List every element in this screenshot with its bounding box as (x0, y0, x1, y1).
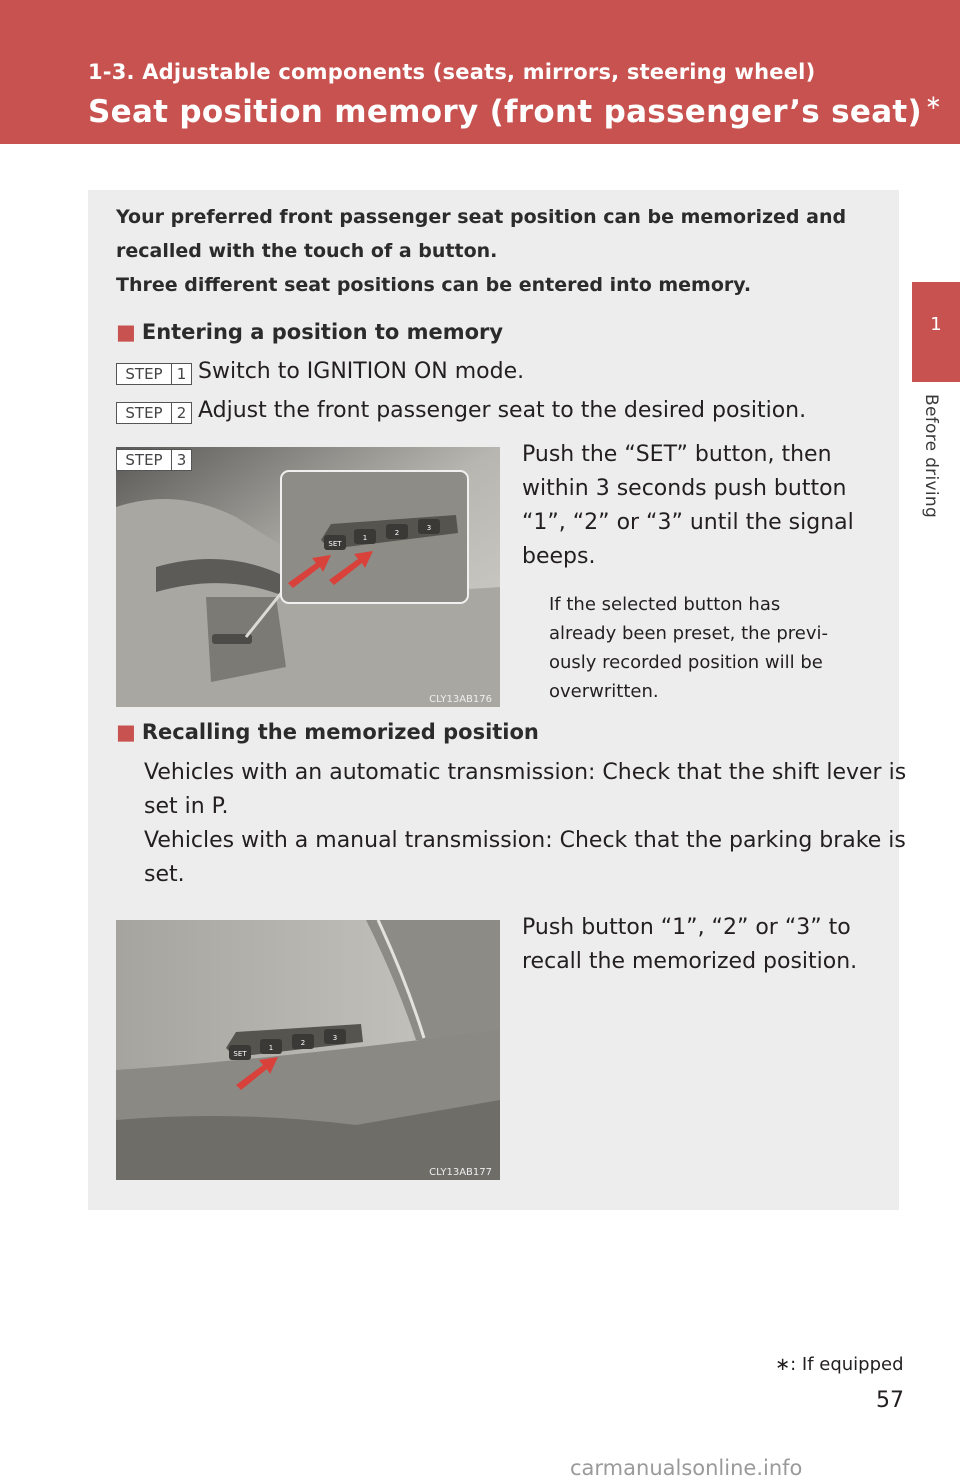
image-code: CLY13AB176 (429, 694, 492, 705)
set-button-label: SET (233, 1050, 247, 1058)
memory-button-2-label: 2 (394, 529, 400, 537)
note-line-3: ously recorded position will be (549, 652, 823, 673)
step-number: 3 (171, 449, 192, 471)
set-button-label: SET (328, 540, 342, 548)
chapter-label-text: Before driving (921, 394, 941, 519)
intro-line-1: Your preferred front passenger seat position can be memorized and (116, 206, 847, 228)
recall-line-2: set in P. (144, 794, 229, 819)
watermark: carmanualsonline.info (570, 1456, 803, 1480)
recall-push-line-1: Push button “1”, “2” or “3” to (522, 915, 851, 940)
step-word: STEP (116, 402, 172, 424)
if-equipped-mark: ∗ (925, 90, 943, 114)
bullet-square-icon: ■ (116, 720, 136, 744)
memory-button-1-label: 1 (362, 534, 368, 542)
intro-line-2: recalled with the touch of a button. (116, 240, 498, 262)
step-1-text: Switch to IGNITION ON mode. (198, 359, 525, 384)
step-number: 2 (171, 402, 192, 424)
step-word: STEP (116, 449, 172, 471)
footnote-mark: ∗ (775, 1354, 791, 1375)
page-title-text: Seat position memory (front passenger’s seat) (88, 94, 923, 130)
step-2-text: Adjust the front passenger seat to the desired position. (198, 398, 807, 423)
page-title (88, 90, 943, 130)
footnote-text: : If equipped (790, 1354, 904, 1375)
note-line-4: overwritten. (549, 681, 659, 702)
recalling-heading (116, 720, 539, 744)
step-badge-3 (116, 449, 192, 471)
door-panel-illustration (116, 447, 500, 707)
chapter-number: 1 (930, 314, 942, 335)
step-number: 1 (171, 363, 192, 385)
chapter-label (918, 394, 944, 534)
note-line-1: If the selected button has (549, 594, 781, 615)
note-line-2: already been preset, the previ- (549, 623, 829, 644)
step-badge-1 (116, 363, 192, 385)
recalling-heading-text: Recalling the memorized position (141, 720, 539, 744)
step-3-line-4: beeps. (522, 544, 596, 569)
step-3-line-2: within 3 seconds push button (522, 476, 847, 501)
door-panel-image-recall (116, 920, 500, 1180)
footnote (775, 1354, 904, 1375)
memory-button-3-label: 3 (426, 524, 432, 532)
bullet-square-icon: ■ (116, 320, 136, 344)
section-title: 1-3. Adjustable components (seats, mirrors, steering wheel) (88, 60, 816, 84)
door-panel-image-set (116, 447, 500, 707)
recall-line-4: set. (144, 862, 185, 887)
door-panel-illustration (116, 920, 500, 1180)
recall-line-3: Vehicles with a manual transmission: Check that the parking brake is (144, 828, 906, 853)
step-word: STEP (116, 363, 172, 385)
step-3-line-3: “1”, “2” or “3” until the signal (522, 510, 854, 535)
recall-push-line-2: recall the memorized position. (522, 949, 858, 974)
entering-heading-text: Entering a position to memory (141, 320, 504, 344)
page-number: 57 (876, 1388, 904, 1413)
entering-heading (116, 320, 503, 344)
chapter-tab (912, 282, 960, 382)
memory-button-3-label: 3 (332, 1034, 338, 1042)
recall-line-1: Vehicles with an automatic transmission: Check that the shift lever is (144, 760, 907, 785)
step-3-line-1: Push the “SET” button, then (522, 442, 832, 467)
memory-button-1-label: 1 (268, 1044, 274, 1052)
image-code: CLY13AB177 (429, 1167, 492, 1178)
step-badge-2 (116, 402, 192, 424)
memory-button-2-label: 2 (300, 1039, 306, 1047)
intro-line-3: Three different seat positions can be entered into memory. (116, 274, 752, 296)
